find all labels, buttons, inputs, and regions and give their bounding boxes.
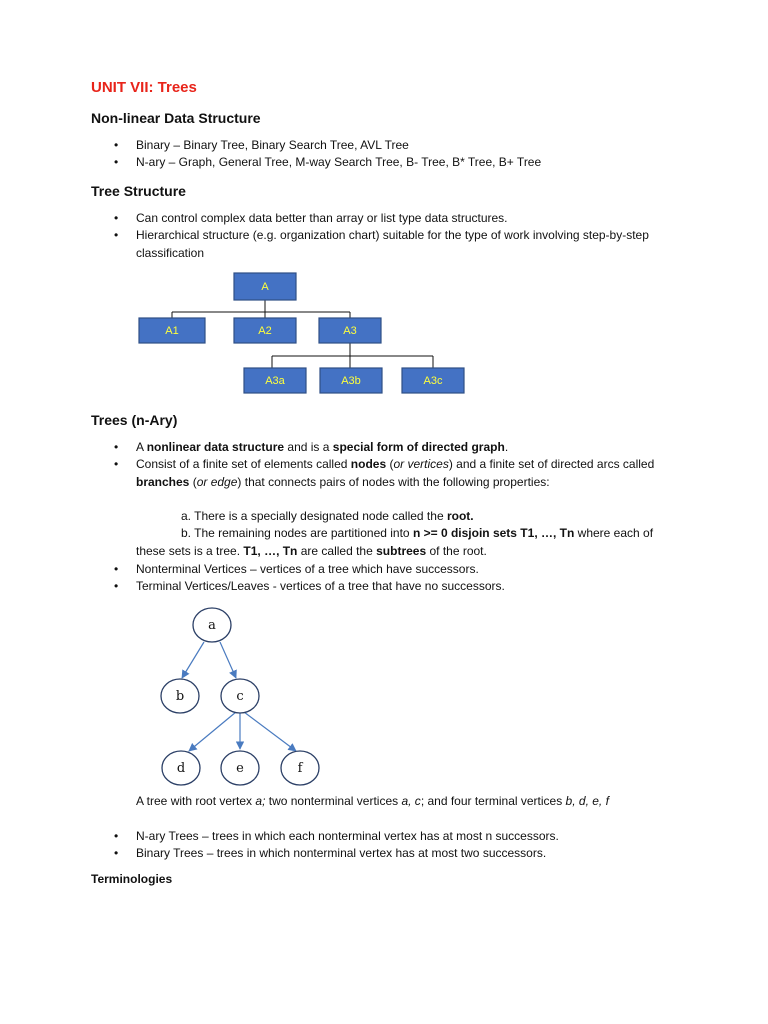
org-node-a3c-label: A3c: [423, 375, 443, 387]
org-node-a3b-label: A3b: [341, 375, 361, 387]
text-bold: subtrees: [376, 543, 427, 558]
text-run: two nonterminal vertices: [265, 794, 402, 808]
tree-node-d-label: d: [176, 761, 186, 776]
tree-node-a-label: a: [208, 618, 216, 633]
tree-edge-a-c: [220, 642, 236, 678]
tree-node-c-label: c: [236, 689, 244, 704]
text-run: a. There is a specially designated node called the: [181, 509, 447, 523]
text-run: ; and four terminal vertices: [420, 794, 566, 808]
org-node-a1-label: A1: [165, 325, 179, 337]
tree-edge-c-f: [244, 712, 296, 751]
tree-node-f-label: f: [297, 761, 303, 776]
text-run: ) and a finite set of directed arcs called: [448, 457, 655, 472]
text-run: and is a: [284, 440, 333, 454]
org-node-a3-label: A3: [343, 325, 357, 337]
tree-node-b-label: b: [175, 689, 185, 704]
list-item: • Nonterminal Vertices – vertices of a tree which have successors.: [0, 561, 676, 578]
text-bold: nodes: [350, 457, 387, 472]
text-run: are called the: [297, 543, 377, 558]
property-b: [0, 525, 676, 560]
list-item: • Hierarchical structure (e.g. organization chart) suitable for the type of work involving step-by-step classification: [0, 227, 656, 262]
page-title: UNIT VII: Trees: [91, 79, 197, 96]
text-bold: n >= 0 disjoin sets T1, …, Tn: [412, 526, 575, 541]
text-run: of the root.: [426, 543, 487, 558]
text-run: Consist of a finite set of elements called: [136, 457, 351, 472]
list-item: [0, 456, 676, 491]
property-list: [0, 508, 676, 560]
text-italic: a;: [255, 794, 266, 808]
list-item: • Terminal Vertices/Leaves - vertices of a tree that have no successors.: [0, 578, 676, 595]
list-item: [0, 439, 676, 456]
text-italic: b, d, e, f: [565, 794, 609, 808]
text-bold: T1, …, Tn: [243, 543, 298, 558]
text-italic: or edge: [196, 474, 238, 489]
heading-tree-structure: Tree Structure: [91, 183, 186, 199]
tree-caption: [136, 793, 671, 810]
text-run: (: [386, 457, 394, 472]
org-node-a2-label: A2: [258, 325, 272, 337]
org-node-a3a-label: A3a: [265, 375, 285, 387]
list-nonlinear: [0, 137, 676, 172]
text-run: ) that connects pairs of nodes with the following properties:: [237, 474, 550, 489]
list-tree-structure: [0, 210, 676, 262]
heading-trees-nary: Trees (n-Ary): [91, 412, 178, 428]
org-chart-diagram: [0, 270, 768, 400]
property-a: [0, 508, 676, 525]
tree-edge-c-d: [189, 712, 236, 751]
text-run: A: [136, 440, 147, 454]
heading-nonlinear: Non-linear Data Structure: [91, 110, 261, 126]
text-italic: a, c: [401, 794, 421, 808]
list-item: • Can control complex data better than array or list type data structures.: [0, 210, 676, 227]
list-trees-nary: [0, 439, 676, 491]
tree-diagram: [150, 600, 350, 790]
text-run: .: [504, 440, 509, 454]
org-node-root-label: A: [261, 281, 269, 293]
text-bold: special form of directed graph: [332, 440, 505, 454]
tree-edge-a-b: [182, 642, 204, 678]
indent: [136, 526, 181, 540]
text-italic: or vertices: [393, 457, 449, 472]
text-bold: nonlinear data structure: [146, 440, 285, 454]
tree-node-e-label: e: [236, 761, 244, 776]
text-run: (: [189, 474, 197, 489]
text-run: A tree with root vertex: [136, 794, 256, 808]
text-bold: branches: [136, 474, 190, 489]
text-run: where each of these sets is a tree.: [136, 526, 654, 558]
list-tree-types: [0, 828, 676, 863]
list-item: • N-ary – Graph, General Tree, M-way Search Tree, B- Tree, B* Tree, B+ Tree: [0, 154, 676, 171]
list-vertices: [0, 561, 676, 596]
heading-terminologies: Terminologies: [91, 872, 173, 886]
list-item: • Binary Trees – trees in which nonterminal vertex has at most two successors.: [0, 845, 676, 862]
list-item: • N-ary Trees – trees in which each nonterminal vertex has at most n successors.: [0, 828, 676, 845]
text-run: b. The remaining nodes are partitioned into: [181, 526, 413, 541]
list-item: • Binary – Binary Tree, Binary Search Tree, AVL Tree: [0, 137, 676, 154]
text-bold: root.: [446, 509, 474, 523]
